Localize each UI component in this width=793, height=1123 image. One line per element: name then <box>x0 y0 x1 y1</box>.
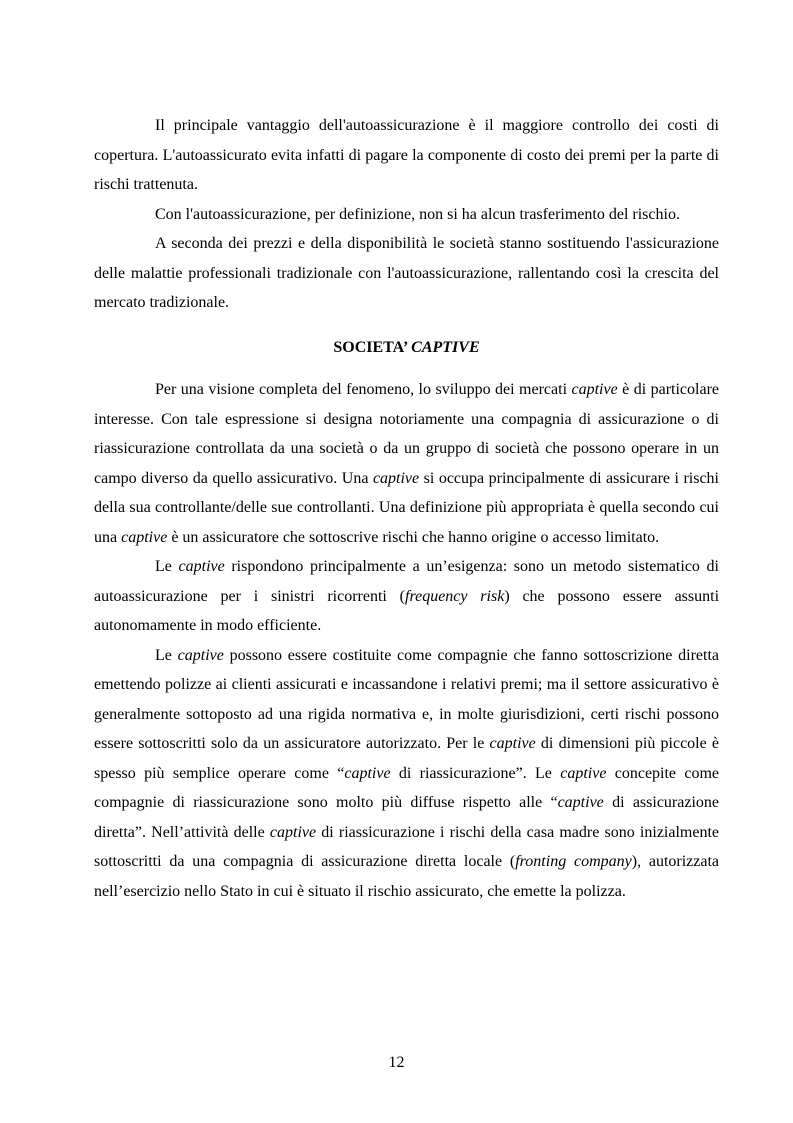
paragraphs-bottom <box>94 375 719 906</box>
page-number: 12 <box>388 1054 405 1071</box>
italic-run: captive <box>372 469 420 487</box>
text-run: Il principale vantaggio dell'autoassicurazione è il maggiore controllo dei costi di copertura. L'autoassicurato evita infatti di pagare la componente di costo dei premi per la parte di rischi trattenuta. <box>94 117 719 193</box>
paragraph <box>94 200 719 230</box>
text-run: Per una visione completa del fenomeno, lo sviluppo dei mercati <box>155 381 572 398</box>
italic-run: captive <box>269 823 317 841</box>
text-run: si occupa principalmente di assicurare i rischi della sua controllante/delle sue controllanti. Una definizione più appropriata è quella secondo cui una <box>94 469 719 546</box>
section-heading <box>94 333 719 363</box>
body-text <box>94 111 719 906</box>
italic-run: captive <box>344 764 391 782</box>
paragraph <box>94 111 719 200</box>
text-run: è un assicuratore che sottoscrive rischi che hanno origine o accesso limitato. <box>167 528 660 546</box>
text-run: rispondono principalmente a un’esigenza: sono un metodo sistematico di autoassicurazione per i sinistri ricorrenti ( <box>94 558 720 605</box>
italic-run: captive <box>177 646 224 664</box>
italic-run: captive <box>178 558 225 575</box>
paragraph <box>94 641 719 907</box>
heading-italic: CAPTIVE <box>411 338 480 356</box>
heading-plain: SOCIETA’ <box>333 338 412 356</box>
text-run: di riassicurazione i rischi della casa madre sono inizialmente sottoscritti da una compagnia di assicurazione diretta locale ( <box>94 823 719 870</box>
text-run: di riassicurazione”. Le <box>390 764 561 782</box>
italic-run: captive <box>489 735 536 752</box>
italic-run: fronting company <box>515 853 632 870</box>
text-run: ), autorizzata nell’esercizio nello Stato in cui è situato il rischio assicurato, che emette la polizza. <box>94 853 720 900</box>
paragraph <box>94 552 719 641</box>
italic-run: frequency risk <box>405 587 505 605</box>
text-run: A seconda dei prezzi e della disponibilità le società stanno sostituendo l'assicurazione delle malattie professionali tradizionale con l'autoassicurazione, rallentando così la crescita del mercato tradizionale. <box>94 235 719 311</box>
text-run: Le <box>155 646 178 664</box>
paragraphs-top <box>94 111 719 318</box>
italic-run: captive <box>121 528 168 546</box>
text-run: concepite come compagnie di riassicurazione sono molto più diffuse rispetto alle “ <box>94 764 719 811</box>
italic-run: captive <box>557 794 604 811</box>
text-run: di dimensioni più piccole è spesso più semplice operare come “ <box>94 735 720 782</box>
paragraph <box>94 229 719 318</box>
text-run: Le <box>155 558 179 575</box>
text-run: ) che possono essere assunti autonomamente in modo efficiente. <box>94 587 720 634</box>
text-run: Con l'autoassicurazione, per definizione, non si ha alcun trasferimento del rischio. <box>155 205 680 223</box>
italic-run: captive <box>560 764 607 782</box>
text-run: è di particolare interesse. Con tale espressione si designa notoriamente una compagnia di assicurazione o di riassicurazione controllata da una società o da un gruppo di società che possono operare in un campo diverso da quello assicurativo. Una <box>94 381 720 487</box>
text-run: possono essere costituite come compagnie che fanno sottoscrizione diretta emettendo polizze ai clienti assicurati e incassandone i relativi premi; ma il settore assicurativo è generalmente sottoposto ad una rigida normativa e, in molte giurisdizioni, certi rischi possono essere sottoscritti solo da un assicuratore autorizzato. Per le <box>94 646 720 752</box>
italic-run: captive <box>571 381 618 398</box>
paragraph <box>94 375 719 552</box>
text-run: di assicurazione diretta”. Nell’attività delle <box>94 794 719 841</box>
